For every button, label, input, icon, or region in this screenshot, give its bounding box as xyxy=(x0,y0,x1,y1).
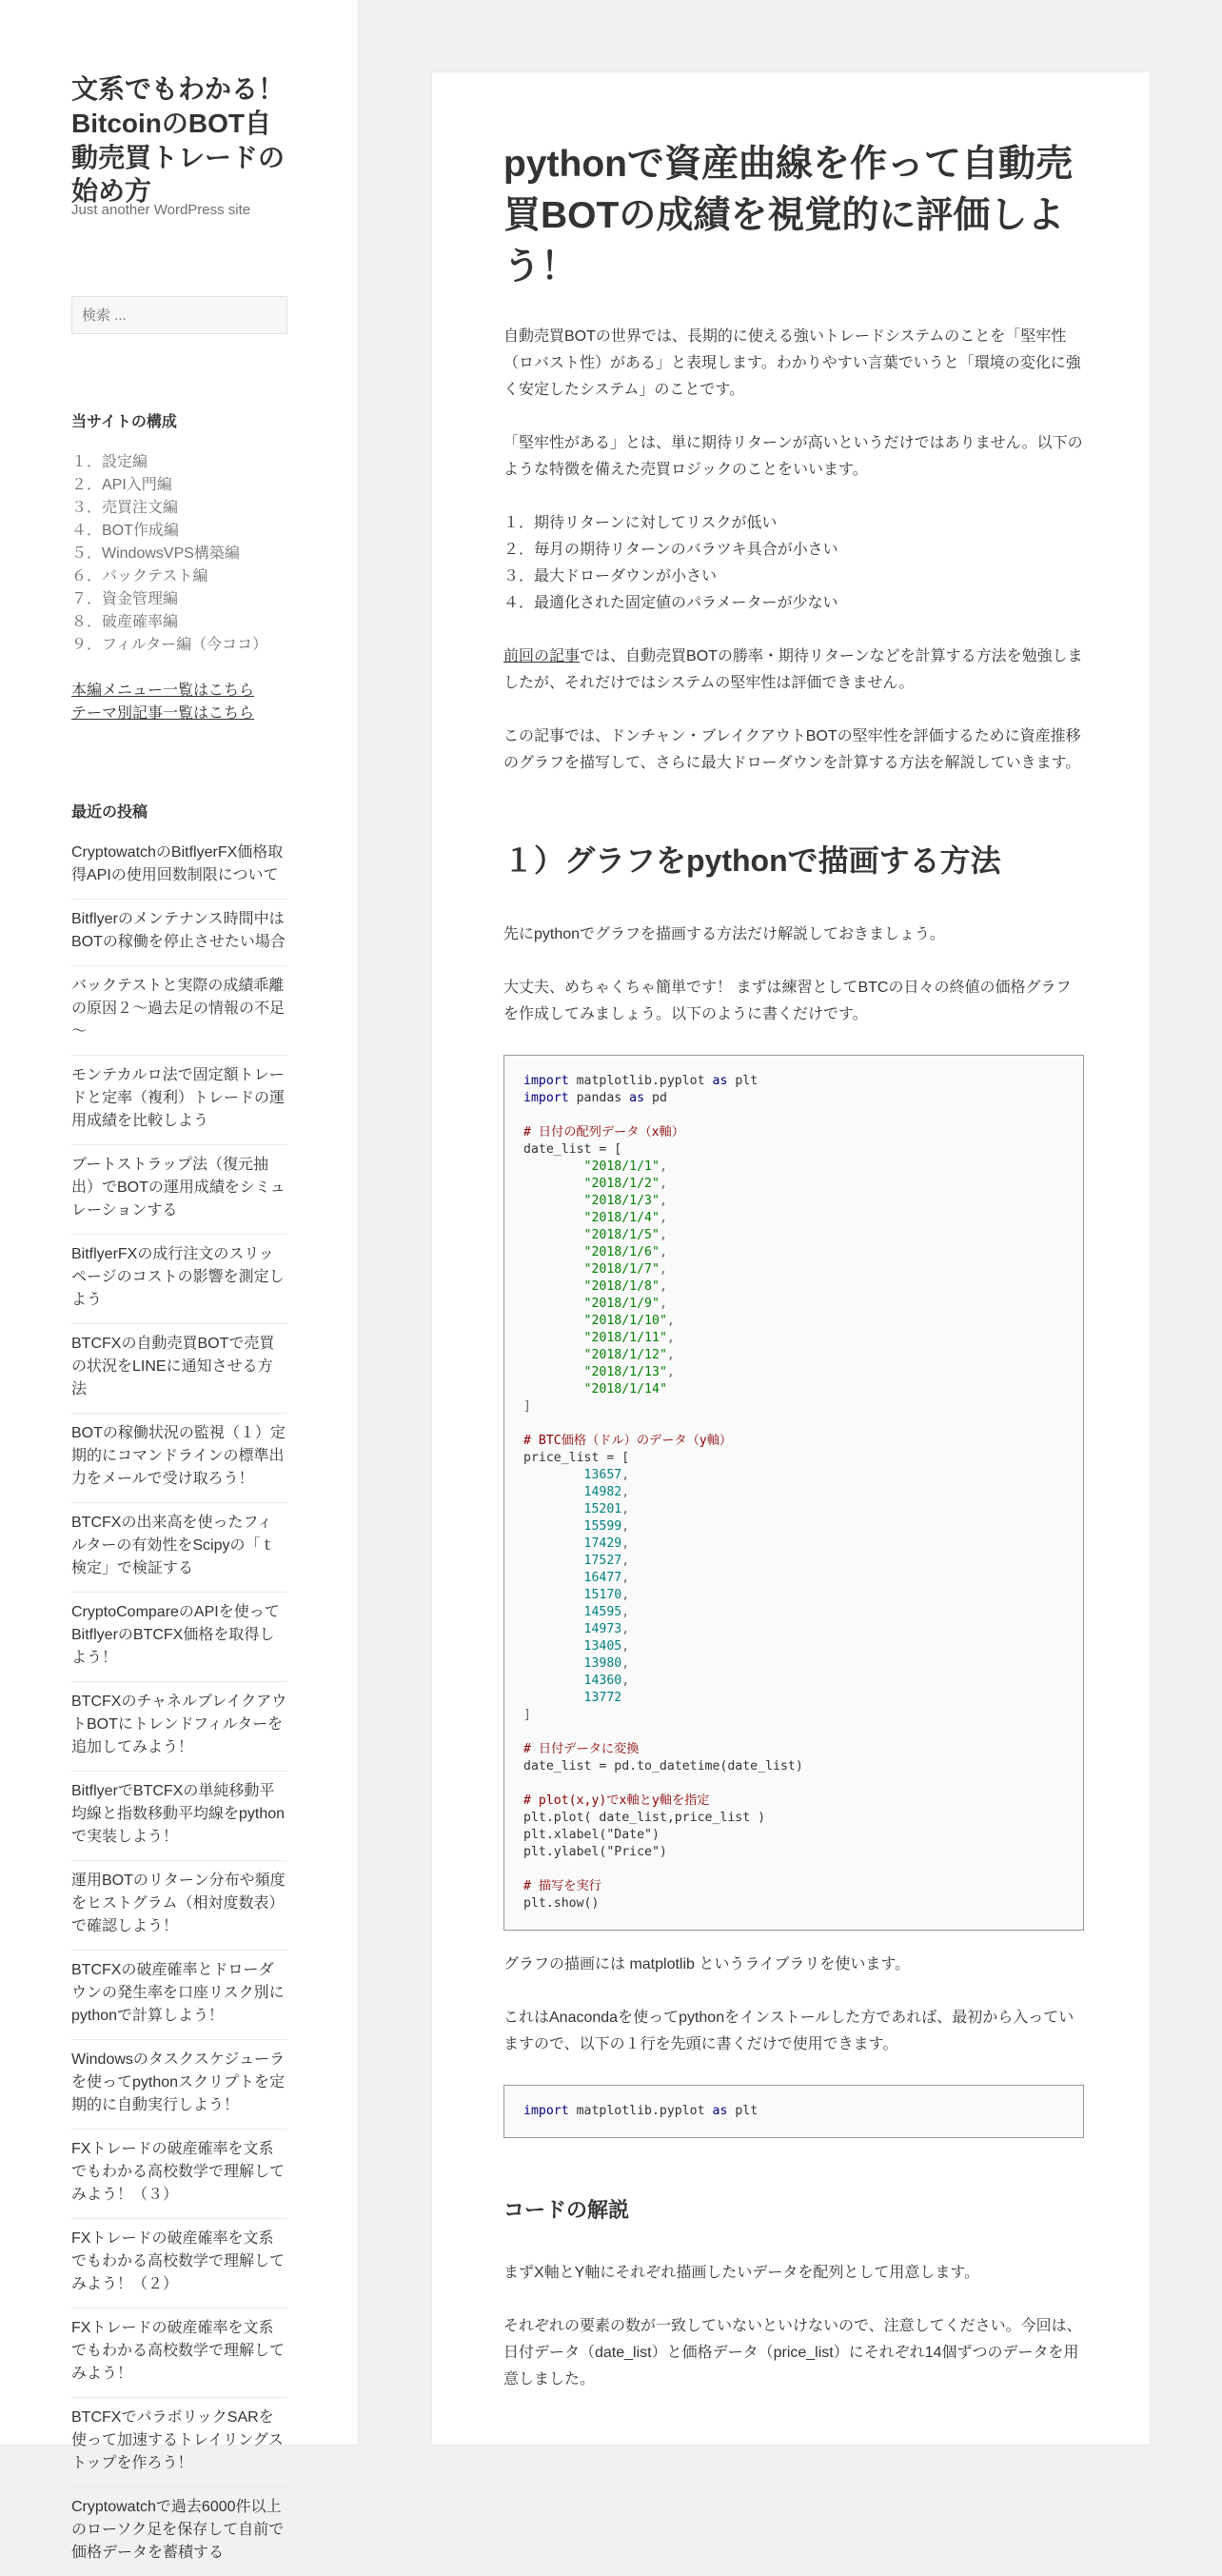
code-string: "2018/1/10" xyxy=(583,1313,667,1328)
list-item: ２．毎月の期待リターンのバラツキ具合が小さい xyxy=(503,542,838,558)
recent-post-link[interactable]: BOTの稼働状況の監視（１）定期的にコマンドラインの標準出力をメールで受け取ろう！ xyxy=(71,1413,287,1502)
paragraph xyxy=(503,644,1084,697)
recent-posts-title: 最近の投稿 xyxy=(71,804,148,821)
code-number: 13980 xyxy=(583,1655,622,1671)
recent-post-link[interactable]: BitflyerでBTCFXの単純移動平均線と指数移動平均線をpythonで実装しよう！ xyxy=(71,1771,287,1860)
section-heading: １）グラフをpythonで描画する方法 xyxy=(503,843,1001,878)
code-text: date_list = pd.to_datetime(date_list) xyxy=(523,1758,803,1773)
code-number: 13657 xyxy=(583,1467,622,1482)
code-string: "2018/1/9" xyxy=(583,1296,660,1311)
code-text: matplotlib.pyplot xyxy=(568,2103,713,2118)
paragraph-text: では、自動売買BOTの勝率・期待リターンなどを計算する方法を勉強しましたが、それだけではシステムの堅牢性は評価できません。 xyxy=(503,648,1083,691)
code-string: "2018/1/12" xyxy=(583,1347,667,1362)
code-number: 14982 xyxy=(583,1484,622,1499)
paragraph: 「堅牢性がある」とは、単に期待リターンが高いというだけではありません。以下のような特徴を備えた売買ロジックのことをいいます。 xyxy=(503,435,1083,478)
code-snippet xyxy=(503,2085,1084,2138)
code-comment: # 日付データに変換 xyxy=(523,1741,640,1756)
structure-item[interactable]: ９．フィルター編（今ココ） xyxy=(71,637,268,653)
code-keyword: as xyxy=(712,2103,728,2118)
list-item: ４．最適化された固定値のパラメーターが少ない xyxy=(503,595,838,611)
code-number: 13405 xyxy=(583,1638,622,1654)
paragraph: まずX軸とY軸にそれぞれ描画したいデータを配列として用意します。 xyxy=(503,2265,980,2282)
code-string: "2018/1/8" xyxy=(583,1278,660,1294)
code-string: "2018/1/4" xyxy=(583,1210,660,1225)
code-number: 13772 xyxy=(583,1690,622,1705)
code-number: 14360 xyxy=(583,1673,622,1688)
structure-item[interactable]: ６．バックテスト編 xyxy=(71,568,208,585)
code-number: 15170 xyxy=(583,1587,622,1602)
code-string: "2018/1/2" xyxy=(583,1176,660,1191)
code-comment: # plot(x,y)でx軸とy軸を指定 xyxy=(523,1793,710,1808)
recent-post-link[interactable]: 運用BOTのリターン分布や頻度をヒストグラム（相対度数表）で確認しよう！ xyxy=(71,1860,287,1950)
code-number: 17527 xyxy=(583,1553,622,1568)
code-comment: # 描写を実行 xyxy=(523,1878,601,1893)
recent-post-link[interactable]: FXトレードの破産確率を文系でもわかる高校数学で理解してみよう！（２） xyxy=(71,2218,287,2308)
recent-post-link[interactable]: BitflyerFXの成行注文のスリッページのコストの影響を測定しよう xyxy=(71,1234,287,1323)
main-menu-link[interactable]: 本編メニュー一覧はこちら xyxy=(71,683,255,699)
structure-item[interactable]: １．設定編 xyxy=(71,454,148,470)
code-number: 15201 xyxy=(583,1501,622,1516)
structure-item[interactable]: ４．BOT作成編 xyxy=(71,523,179,539)
recent-post-link[interactable]: モンテカルロ法で固定額トレードと定率（複利）トレードの運用成績を比較しよう xyxy=(71,1055,287,1144)
code-text: pandas xyxy=(568,1090,630,1105)
code-bracket: ] xyxy=(523,1398,531,1414)
site-title[interactable]: 文系でもわかる！BitcoinのBOT自動売買トレードの始め方 xyxy=(71,74,286,207)
paragraph: グラフの描画には matplotlib というライブラリを使います。 xyxy=(503,1955,911,1972)
code-text: date_list = [ xyxy=(523,1141,622,1157)
recent-post-link[interactable]: Windowsのタスクスケジューラを使ってpythonスクリプトを定期的に自動実行しよう！ xyxy=(71,2039,287,2129)
code-keyword: import xyxy=(523,2103,569,2118)
code-bracket: ] xyxy=(523,1707,531,1722)
code-string: "2018/1/11" xyxy=(583,1330,667,1345)
recent-post-link[interactable]: BTCFXの出来高を使ったフィルターの有効性をScipyの「ｔ検定」で検証する xyxy=(71,1502,287,1592)
recent-post-link[interactable]: BTCFXの破産確率とドローダウンの発生率を口座リスク別にpythonで計算しよう！ xyxy=(71,1950,287,2039)
structure-list xyxy=(71,451,267,657)
code-number: 14973 xyxy=(583,1621,622,1636)
code-string: "2018/1/5" xyxy=(583,1227,660,1242)
paragraph: 先にpythonでグラフを描画する方法だけ解説しておきましょう。 xyxy=(503,925,946,942)
code-number: 17429 xyxy=(583,1536,622,1551)
code-number: 14595 xyxy=(583,1604,622,1619)
site-description: Just another WordPress site xyxy=(71,202,251,218)
article-content xyxy=(503,324,1084,2393)
subsection-heading: コードの解説 xyxy=(503,2197,630,2222)
code-string: "2018/1/6" xyxy=(583,1244,660,1259)
code-number: 15599 xyxy=(583,1518,622,1534)
article xyxy=(432,72,1150,2445)
code-text: matplotlib.pyplot xyxy=(568,1073,713,1088)
code-keyword: import xyxy=(523,1090,569,1105)
recent-post-link[interactable]: BTCFXでパラボリックSARを使って加速するトレイリングストップを作ろう！ xyxy=(71,2397,287,2487)
previous-article-link[interactable]: 前回の記事 xyxy=(503,648,581,664)
recent-post-link[interactable]: バックテストと実際の成績乖離の原因２～過去足の情報の不足～ xyxy=(71,965,287,1055)
code-keyword: as xyxy=(629,1090,645,1105)
paragraph: これはAnacondaを使ってpythonをインストールした方であれば、最初から入っていますので、以下の１行を先頭に書くだけで使用できます。 xyxy=(503,2009,1074,2052)
paragraph: 大丈夫、めちゃくちゃ簡単です！ まずは練習としてBTCの日々の終値の価格グラフを作成してみましょう。以下のように書くだけです。 xyxy=(503,979,1072,1022)
code-string: "2018/1/7" xyxy=(583,1261,660,1277)
code-block: import matplotlib.pyplot as plt import pandas as pd # 日付の配列データ（x軸） date_list = [ "2018/1/1", "2018/1/2", "2018/1/3", "2018/1/4", "2018/1/5", "2018/1/6", "2018/1/7", "2018/1/8", "2018/1/9", "2018/1/10", "2018/1/11", "2018/1/12", "2018/1/13", "2018/1/14" ] # BTC価格（ドル）のデータ（y軸） price_list = [ 13657, 14982, 15201, 15599, 17429, 17527, 16477, 15170, 14595, 14973, 13405, 13980, 14360, 13772 ] # 日付データに変換 date_list = pd.to_datetime(date_list) # plot(x,y)でx軸とy軸を指定 plt.plot( date_list,price_list ) plt.xlabel("Date") plt.ylabel("Price") # 描写を実行 plt.show() xyxy=(503,1055,1084,1931)
recent-posts-list xyxy=(71,842,287,2576)
theme-articles-link[interactable]: テーマ別記事一覧はこちら xyxy=(71,705,255,722)
recent-post-link[interactable]: CryptowatchのBitflyerFX価格取得APIの使用回数制限について xyxy=(71,844,284,883)
search-input[interactable] xyxy=(72,297,286,333)
code-text: plt.ylabel("Price") xyxy=(523,1844,667,1859)
recent-post-link[interactable]: Cryptowatchで過去6000件以上のローソク足を保存して自前で価格データを蓄積する xyxy=(71,2487,287,2576)
recent-post-link[interactable]: FXトレードの破産確率を文系でもわかる高校数学で理解してみよう！ xyxy=(71,2308,287,2397)
code-text: price_list = [ xyxy=(523,1450,630,1465)
code-string: "2018/1/14" xyxy=(583,1381,667,1397)
structure-item[interactable]: ３．売買注文編 xyxy=(71,500,179,516)
paragraph: 自動売買BOTの世界では、長期的に使える強いトレードシステムのことを「堅牢性（ロバスト性）がある」と表現します。わかりやすい言葉でいうと「環境の変化に強く安定したシステム」のことです。 xyxy=(503,328,1081,398)
code-comment: # BTC価格（ドル）のデータ（y軸） xyxy=(523,1433,733,1448)
menu-links xyxy=(71,680,254,725)
recent-post-link[interactable]: FXトレードの破産確率を文系でもわかる高校数学で理解してみよう！（３） xyxy=(71,2129,287,2218)
recent-post-link[interactable]: BTCFXの自動売買BOTで売買の状況をLINEに通知させる方法 xyxy=(71,1323,287,1413)
structure-item[interactable]: ５．WindowsVPS構築編 xyxy=(71,545,240,562)
recent-post-link[interactable]: BTCFXのチャネルブレイクアウトBOTにトレンドフィルターを追加してみよう！ xyxy=(71,1681,287,1771)
code-text: plt xyxy=(727,1073,759,1088)
recent-post-link[interactable]: ブートストラップ法（復元抽出）でBOTの運用成績をシミュレーションする xyxy=(71,1144,287,1234)
code-text: plt.xlabel("Date") xyxy=(523,1827,660,1842)
code-number: 16477 xyxy=(583,1570,622,1585)
list-item: １．期待リターンに対してリスクが低い xyxy=(503,515,778,531)
code-text: plt.plot( date_list,price_list ) xyxy=(523,1810,766,1825)
code-comment: # 日付の配列データ（x軸） xyxy=(523,1124,684,1139)
structure-widget-title: 当サイトの構成 xyxy=(71,414,177,430)
code-text: plt xyxy=(727,2103,759,2118)
sidebar xyxy=(0,0,358,2561)
code-keyword: as xyxy=(712,1073,728,1088)
robustness-list xyxy=(503,510,1084,617)
list-item: ３．最大ドローダウンが小さい xyxy=(503,568,718,585)
code-text: plt.show() xyxy=(523,1895,600,1911)
structure-item[interactable]: ７．資金管理編 xyxy=(71,591,179,607)
paragraph: この記事では、ドンチャン・ブレイクアウトBOTの堅牢性を評価するために資産推移のグラフを描写して、さらに最大ドローダウンを計算する方法を解説していきます。 xyxy=(503,728,1081,771)
code-string: "2018/1/13" xyxy=(583,1364,667,1379)
code-text: pd xyxy=(644,1090,667,1105)
code-string: "2018/1/1" xyxy=(583,1159,660,1174)
code-keyword: import xyxy=(523,1073,569,1088)
code-string: "2018/1/3" xyxy=(583,1193,660,1208)
recent-post-link[interactable]: CryptoCompareのAPIを使ってBitflyerのBTCFX価格を取得しよう！ xyxy=(71,1592,287,1681)
structure-item[interactable]: ２．API入門編 xyxy=(71,477,172,493)
structure-item[interactable]: ８．破産確率編 xyxy=(71,614,179,630)
article-title: pythonで資産曲線を作って自動売買BOTの成績を視覚的に評価しよう！ xyxy=(503,144,1073,287)
paragraph: それぞれの要素の数が一致していないといけないので、注意してください。今回は、日付データ（date_list）と価格データ（price_list）にそれぞれ14個ずつのデータを用意しました。 xyxy=(503,2318,1082,2388)
search-field-container xyxy=(71,296,287,334)
recent-post-link[interactable]: Bitflyerのメンテナンス時間中はBOTの稼働を停止させたい場合 xyxy=(71,899,287,965)
